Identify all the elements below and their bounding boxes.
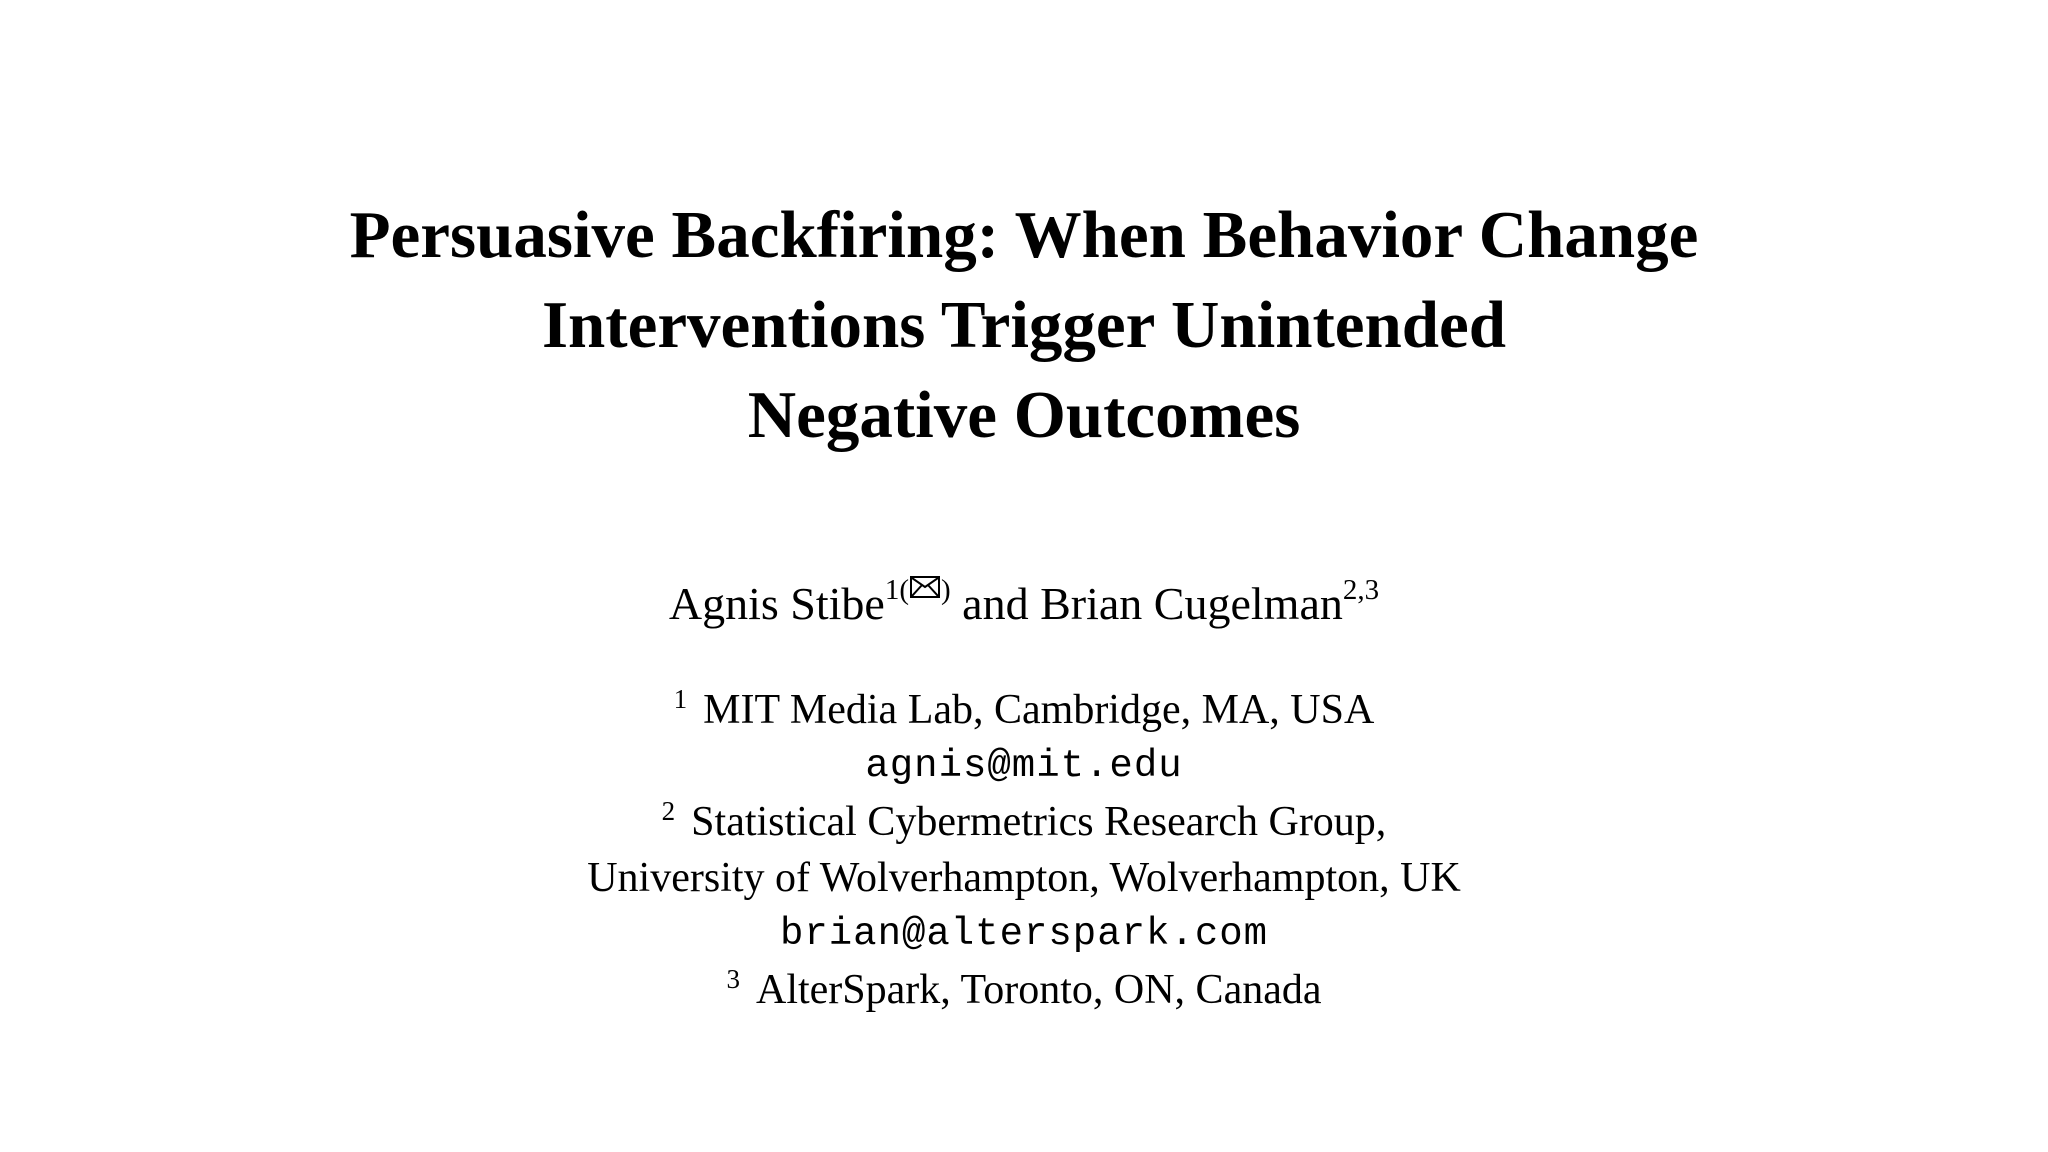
- title-line-2: Interventions Trigger Unintended: [541, 288, 1507, 362]
- affiliation-3-number: 3: [726, 964, 740, 994]
- affiliation-2-continued-text: University of Wolverhampton, Wolverhampton, UK: [587, 855, 1461, 901]
- affiliation-3-text: AlterSpark, Toronto, ON, Canada: [755, 967, 1322, 1013]
- author-list: [0, 574, 2048, 634]
- author-name-1: Agnis Stibe: [668, 578, 885, 629]
- envelope-icon: [910, 576, 940, 598]
- email-agnis-text: agnis@mit.edu: [865, 744, 1183, 788]
- title-line-1: Persuasive Backfiring: When Behavior Change: [349, 198, 1699, 272]
- email-agnis: [0, 738, 2048, 794]
- affiliation-2-number: 2: [661, 796, 676, 826]
- author-2-superscript: 2,3: [1342, 573, 1380, 606]
- author-connector: and: [962, 578, 1029, 629]
- affiliation-2-text: Statistical Cybermetrics Research Group,: [691, 799, 1387, 845]
- email-brian: [0, 906, 2048, 962]
- affiliation-1-text: MIT Media Lab, Cambridge, MA, USA: [703, 687, 1375, 733]
- affiliation-1: [0, 682, 2048, 738]
- author-1-superscript: 1( ): [884, 573, 951, 606]
- affiliation-1-number: 1: [673, 684, 688, 714]
- affiliation-2: [0, 794, 2048, 850]
- affiliation-3: [0, 962, 2048, 1018]
- paper-title: [0, 190, 2048, 460]
- title-line-3: Negative Outcomes: [747, 378, 1301, 452]
- author-name-2: Brian Cugelman: [1040, 578, 1343, 629]
- affiliation-2-continued: [0, 850, 2048, 906]
- email-brian-text: brian@alterspark.com: [779, 912, 1269, 956]
